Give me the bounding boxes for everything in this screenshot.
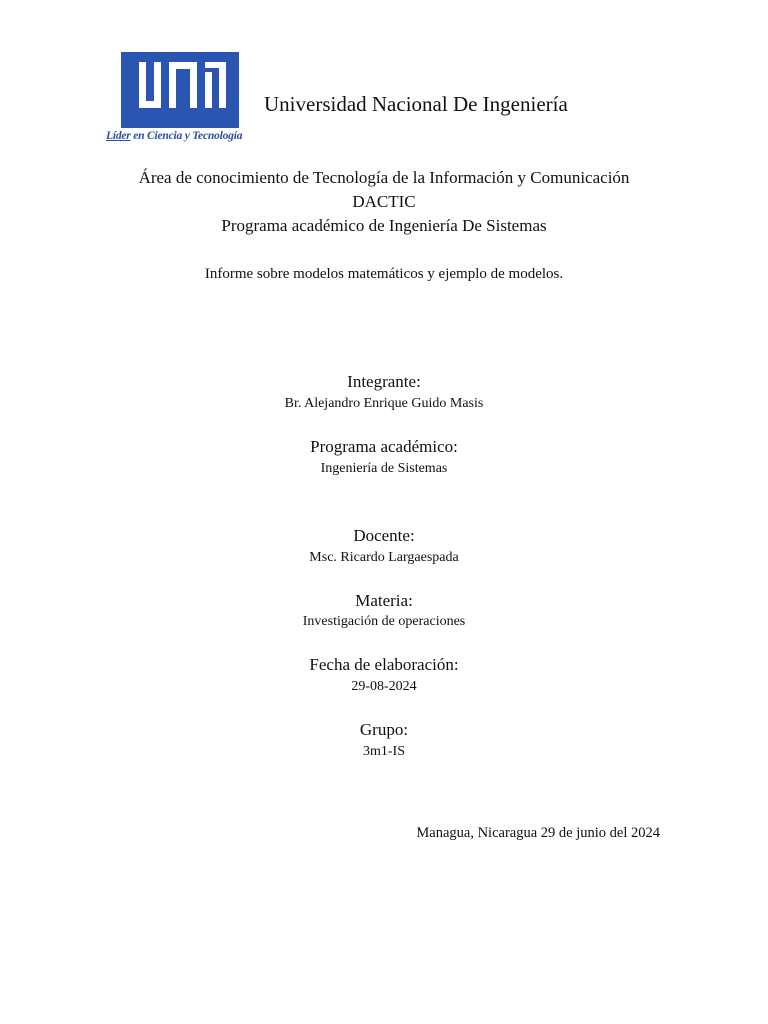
field-label-fecha: Fecha de elaboración:: [309, 655, 459, 674]
field-label-docente: Docente:: [353, 526, 415, 545]
logo-motto-rest: en Ciencia y Tecnología: [130, 130, 243, 142]
dactic-line: DACTIC: [352, 192, 416, 211]
place-date: Managua, Nicaragua 29 de junio del 2024: [416, 825, 660, 841]
university-name: Universidad Nacional De Ingeniería: [264, 92, 568, 116]
field-value-programa: Ingeniería de Sistemas: [320, 461, 448, 476]
uni-logo-icon: [106, 50, 256, 130]
field-label-programa: Programa académico:: [310, 437, 458, 456]
field-value-grupo: 3m1-IS: [363, 744, 405, 759]
field-value-docente: Msc. Ricardo Largaespada: [309, 550, 459, 565]
field-value-fecha: 29-08-2024: [351, 679, 417, 694]
field-label-grupo: Grupo:: [359, 720, 409, 739]
area-line: Área de conocimiento de Tecnología de la Información y Comunicación: [138, 168, 630, 187]
field-label-materia: Materia:: [355, 591, 413, 610]
report-title: Informe sobre modelos matemáticos y ejemplo de modelos.: [204, 266, 564, 282]
field-value-materia: Investigación de operaciones: [302, 614, 466, 629]
field-label-integrante: Integrante:: [347, 372, 421, 391]
field-value-integrante: Br. Alejandro Enrique Guido Masis: [284, 396, 484, 411]
logo-motto: [106, 130, 256, 142]
logo-motto-first-word: Líder: [106, 130, 131, 142]
program-line: Programa académico de Ingeniería De Sistemas: [221, 216, 547, 235]
uni-logo: [106, 50, 256, 148]
